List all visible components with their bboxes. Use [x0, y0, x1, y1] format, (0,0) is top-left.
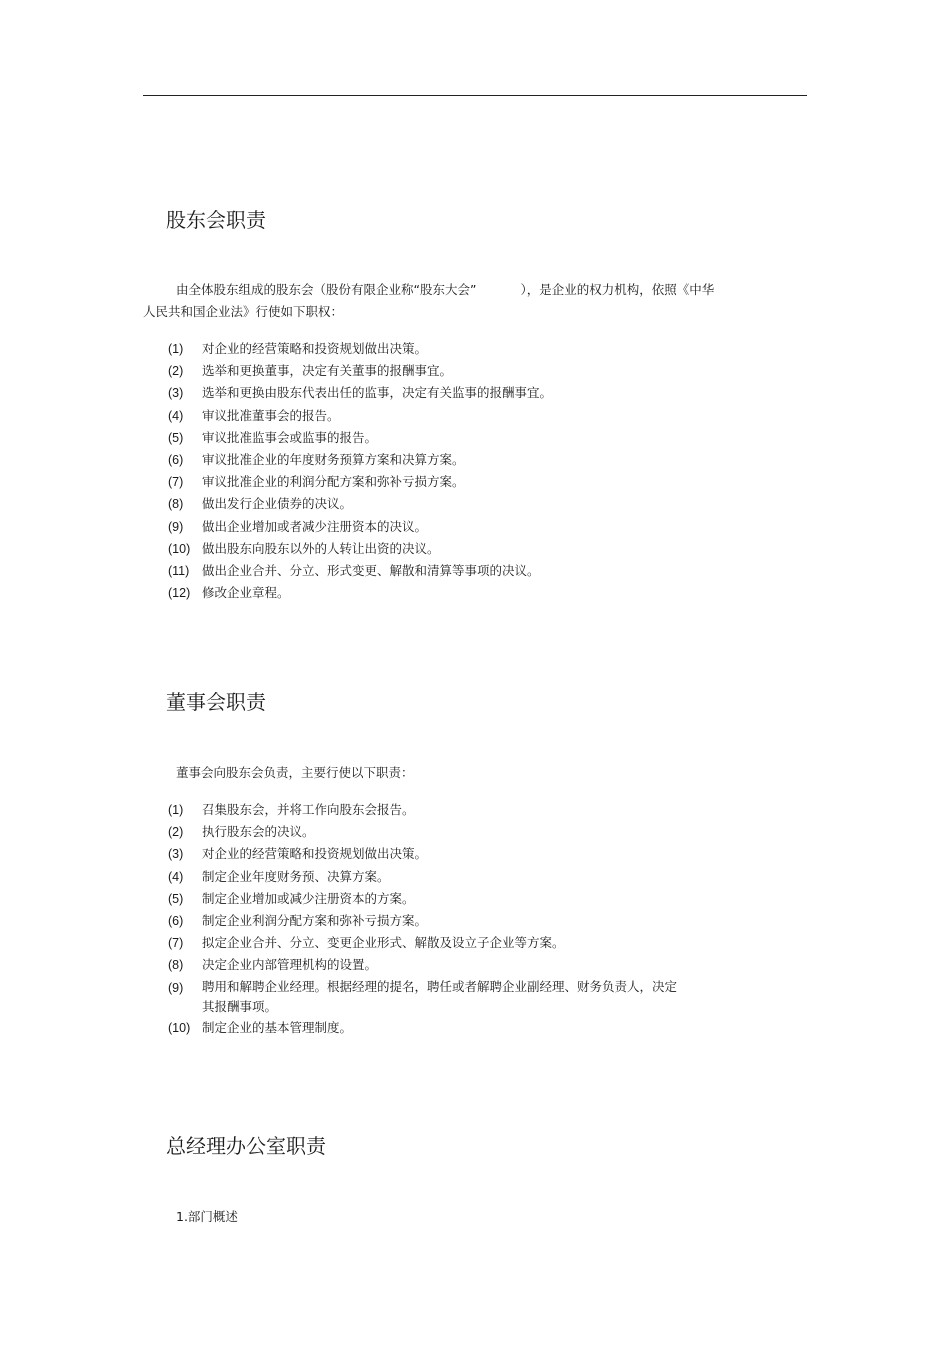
- item-text: 选举和更换由股东代表出任的监事，决定有关监事的报酬事宜。: [202, 385, 553, 401]
- item-number: (12): [168, 586, 191, 601]
- list-item: [168, 866, 677, 888]
- subsection-title: 1.部门概述: [176, 1209, 238, 1224]
- list-item: [168, 821, 677, 843]
- list-item: [168, 405, 552, 427]
- intro-text-a: 由全体股东组成的股东会（股份有限企业称“股东大会”: [176, 282, 477, 297]
- list-item: [168, 338, 552, 360]
- item-text: 制定企业利润分配方案和弥补亏损方案。: [202, 913, 428, 929]
- list-item: [168, 360, 552, 382]
- item-text: 审议批准董事会的报告。: [202, 407, 340, 423]
- item-number: (8): [168, 497, 184, 512]
- item-text: 选举和更换董事，决定有关董事的报酬事宜。: [202, 363, 453, 379]
- list-item: [168, 493, 552, 515]
- item-text: 执行股东会的决议。: [202, 824, 315, 840]
- item-text: 审议批准企业的年度财务预算方案和决算方案。: [202, 452, 465, 468]
- section-title-board: 董事会职责: [166, 690, 266, 714]
- item-number: (6): [168, 453, 184, 468]
- item-number: (11): [168, 564, 190, 579]
- item-text: 对企业的经营策略和投资规划做出决策。: [202, 846, 428, 862]
- item-number: (1): [168, 342, 184, 356]
- list-item: [168, 449, 552, 471]
- item-number: (9): [168, 980, 184, 995]
- list-item: [168, 932, 677, 954]
- list-item: [168, 560, 552, 582]
- item-text: 召集股东会，并将工作向股东会报告。: [202, 802, 415, 817]
- item-text: 做出企业增加或者减少注册资本的决议。: [202, 518, 428, 534]
- intro-line-2: 人民共和国企业法》行使如下职权：: [143, 304, 344, 319]
- section-title-gm-office: 总经理办公室职责: [166, 1134, 326, 1158]
- list-item: [168, 799, 677, 821]
- item-number: (9): [168, 519, 184, 534]
- item-number: (7): [168, 475, 184, 490]
- item-number: (10): [168, 541, 191, 556]
- item-number: (4): [168, 869, 184, 884]
- list-item: [168, 1017, 677, 1039]
- list-item: [168, 910, 677, 932]
- item-text: 决定企业内部管理机构的设置。: [202, 957, 378, 973]
- section-title-shareholders: 股东会职责: [166, 208, 266, 232]
- item-number: (7): [168, 936, 184, 951]
- board-duties-list: [168, 799, 677, 1039]
- item-number: (3): [168, 386, 184, 401]
- item-text: 审议批准企业的利润分配方案和弥补亏损方案。: [202, 474, 465, 490]
- item-number: (8): [168, 958, 184, 973]
- header-rule: [143, 95, 807, 96]
- item-number: (3): [168, 847, 184, 862]
- item-text-continued: 其报酬事项。: [202, 998, 278, 1014]
- item-text: 制定企业增加或减少注册资本的方案。: [202, 890, 415, 906]
- item-text: 审议批准监事会或监事的报告。: [202, 429, 378, 445]
- item-text: 制定企业年度财务预、决算方案。: [202, 868, 390, 884]
- shareholders-duties-list: [168, 338, 552, 604]
- item-number: (4): [168, 408, 184, 423]
- shareholders-intro: [143, 279, 793, 323]
- item-number: (2): [168, 825, 184, 840]
- item-text: 做出企业合并、分立、形式变更、解散和清算等事项的决议。: [202, 563, 540, 579]
- item-number: (10): [168, 1020, 191, 1035]
- item-text: 制定企业的基本管理制度。: [202, 1019, 353, 1035]
- item-number: (5): [168, 891, 184, 906]
- list-item: [168, 954, 677, 976]
- board-intro: 董事会向股东会负责，主要行使以下职责：: [176, 765, 414, 780]
- list-item: [168, 582, 552, 604]
- intro-text-b: ），是企业的权力机构，依照《中华: [520, 282, 715, 297]
- list-item: [168, 977, 677, 1017]
- item-number: (6): [168, 914, 184, 929]
- item-text: 做出发行企业债券的决议。: [202, 496, 353, 512]
- item-number: (1): [168, 803, 184, 817]
- item-text: 拟定企业合并、分立、变更企业形式、解散及设立子企业等方案。: [202, 935, 565, 951]
- list-item: [168, 843, 677, 865]
- item-number: (2): [168, 364, 184, 379]
- item-text: 做出股东向股东以外的人转让出资的决议。: [202, 540, 440, 556]
- intro-line-1: [143, 279, 793, 301]
- list-item: [168, 471, 552, 493]
- item-text: 聘用和解聘企业经理。根据经理的提名，聘任或者解聘企业副经理、财务负责人，决定: [202, 978, 678, 994]
- list-item: [168, 382, 552, 404]
- list-item: [168, 427, 552, 449]
- item-text: 修改企业章程。: [202, 585, 290, 601]
- list-item: [168, 538, 552, 560]
- list-item: [168, 516, 552, 538]
- list-item: [168, 888, 677, 910]
- item-number: (5): [168, 430, 184, 445]
- item-text: 对企业的经营策略和投资规划做出决策。: [202, 341, 428, 356]
